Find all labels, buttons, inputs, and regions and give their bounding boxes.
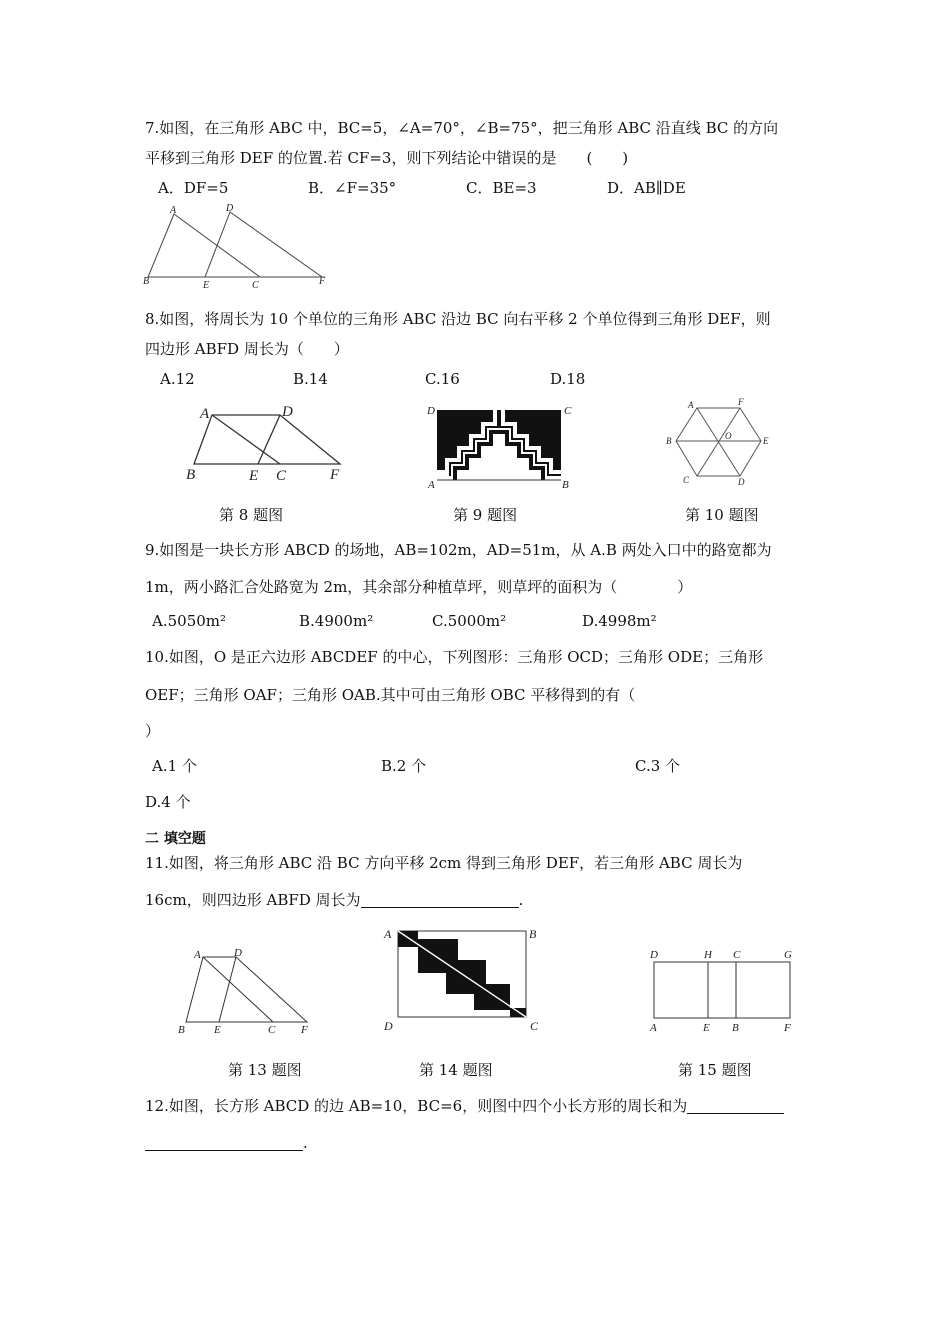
figure-q15 (640, 944, 810, 1036)
fig7-label-a: A (170, 205, 177, 216)
fig13-label-c: C (268, 1024, 276, 1036)
q8-option-c: C.16 (425, 370, 460, 388)
caption-fig13: 第 13 题图 (228, 1061, 302, 1079)
fig7-label-d: D (226, 203, 234, 214)
q12-line1-text: 12.如图，长方形 ABCD 的边 AB=10，BC=6，则图中四个小长方形的周长和为 (145, 1097, 688, 1115)
fig15-label-h: H (704, 949, 712, 961)
q7-option-d: D．AB∥DE (607, 179, 686, 197)
q9-option-d: D.4998m² (582, 612, 657, 630)
q9-line1: 9.如图是一块长方形 ABCD 的场地，AB=102m，AD=51m，从 A.B 两处入口中的路宽都为 (145, 541, 772, 559)
q10-line1: 10.如图，O 是正六边形 ABCDEF 的中心，下列图形：三角形 OCD；三角形 ODE；三角形 (145, 648, 764, 666)
q9-option-b: B.4900m² (299, 612, 374, 630)
fig7-label-f: F (319, 276, 326, 287)
fig15-label-d: D (650, 949, 658, 961)
fig14-label-d: D (384, 1019, 393, 1033)
fig13-label-b: B (178, 1024, 185, 1036)
fig10-label-b: B (666, 436, 672, 446)
q11-answer-blank[interactable] (361, 893, 519, 908)
figure-q13 (172, 942, 322, 1038)
fig8-label-a: A (200, 406, 210, 422)
q7-option-b: B．∠F=35° (308, 179, 397, 197)
q12-line1 (145, 1099, 784, 1114)
figure-q10 (660, 396, 780, 492)
fig14-label-c: C (530, 1019, 539, 1033)
caption-fig15: 第 15 题图 (678, 1061, 752, 1079)
fig9-label-b: B (562, 479, 569, 491)
figure-q7 (140, 200, 340, 292)
q9-option-c: C.5000m² (432, 612, 507, 630)
fig10-label-e: E (763, 436, 769, 446)
fig15-label-e: E (703, 1022, 710, 1034)
q7-option-a: A．DF=5 (158, 179, 229, 197)
q10-option-c: C.3 个 (635, 757, 681, 775)
q11-line2-text: 16cm，则四边形 ABFD 周长为 (145, 891, 361, 909)
q10-option-b: B.2 个 (381, 757, 427, 775)
fig7-label-c: C (252, 280, 259, 291)
fig15-label-b: B (732, 1022, 739, 1034)
fig13-label-e: E (214, 1024, 221, 1036)
fig9-label-a: A (428, 479, 435, 491)
fig13-label-d: D (234, 947, 242, 959)
q9-option-a: A.5050m² (152, 612, 227, 630)
fig8-label-b: B (186, 467, 196, 483)
q10-line2: OEF；三角形 OAF；三角形 OAB.其中可由三角形 OBC 平移得到的有（ (145, 686, 636, 704)
fig10-label-d: D (738, 477, 745, 487)
fig10-label-a: A (688, 400, 694, 410)
q12-end: . (303, 1134, 308, 1152)
q8-option-b: B.14 (293, 370, 328, 388)
figure-q14 (378, 922, 548, 1038)
fig15-label-f: F (784, 1022, 791, 1034)
q8-option-d: D.18 (550, 370, 586, 388)
q11-line2 (145, 893, 523, 908)
fig15-label-a: A (650, 1022, 657, 1034)
fig9-label-c: C (564, 405, 572, 417)
section-title-fill-in: 二 填空题 (145, 831, 206, 847)
fig10-label-c: C (683, 475, 690, 485)
q7-option-c: C．BE=3 (466, 179, 537, 197)
fig8-label-d: D (282, 404, 293, 420)
fig8-label-f: F (330, 467, 340, 483)
q12-line2 (145, 1136, 308, 1151)
q8-line1: 8.如图，将周长为 10 个单位的三角形 ABC 沿边 BC 向右平移 2 个单位得到三角形 DEF，则 (145, 310, 771, 328)
caption-fig9: 第 9 题图 (453, 506, 518, 524)
caption-fig14: 第 14 题图 (419, 1061, 493, 1079)
q12-answer-blank-2[interactable] (145, 1136, 303, 1151)
q9-line2: 1m，两小路汇合处路宽为 2m，其余部分种植草坪，则草坪的面积为（ ） (145, 578, 693, 596)
fig9-label-d: D (427, 405, 435, 417)
caption-fig8: 第 8 题图 (219, 506, 284, 524)
fig10-label-o: O (725, 431, 732, 441)
q10-option-d: D.4 个 (145, 793, 191, 811)
q7-line1: 7.如图，在三角形 ABC 中，BC=5，∠A=70°，∠B=75°，把三角形 ABC 沿直线 BC 的方向 (145, 119, 779, 137)
fig7-label-b: B (143, 276, 150, 287)
fig14-label-a: A (384, 927, 392, 941)
fig8-label-c: C (276, 468, 287, 484)
q8-line2: 四边形 ABFD 周长为（ ） (145, 340, 349, 358)
caption-fig10: 第 10 题图 (685, 506, 759, 524)
q12-answer-blank-1[interactable] (687, 1099, 784, 1114)
q8-option-a: A.12 (160, 370, 195, 388)
q11-end: . (518, 891, 524, 909)
fig15-label-g: G (784, 949, 792, 961)
figure-q9 (420, 400, 580, 492)
q11-line1: 11.如图，将三角形 ABC 沿 BC 方向平移 2cm 得到三角形 DEF，若三角形 ABC 周长为 (145, 854, 743, 872)
fig8-label-e: E (249, 468, 259, 484)
figure-q8 (180, 398, 360, 486)
q10-option-a: A.1 个 (152, 757, 197, 775)
fig14-label-b: B (529, 927, 537, 941)
fig7-label-e: E (203, 280, 210, 291)
fig15-label-c: C (733, 949, 741, 961)
q7-line2: 平移到三角形 DEF 的位置.若 CF=3，则下列结论中错误的是 ( ) (145, 149, 629, 167)
fig10-label-f: F (738, 397, 744, 407)
fig13-label-f: F (301, 1024, 308, 1036)
fig13-label-a: A (194, 949, 201, 961)
q10-line3: ） (145, 722, 161, 740)
